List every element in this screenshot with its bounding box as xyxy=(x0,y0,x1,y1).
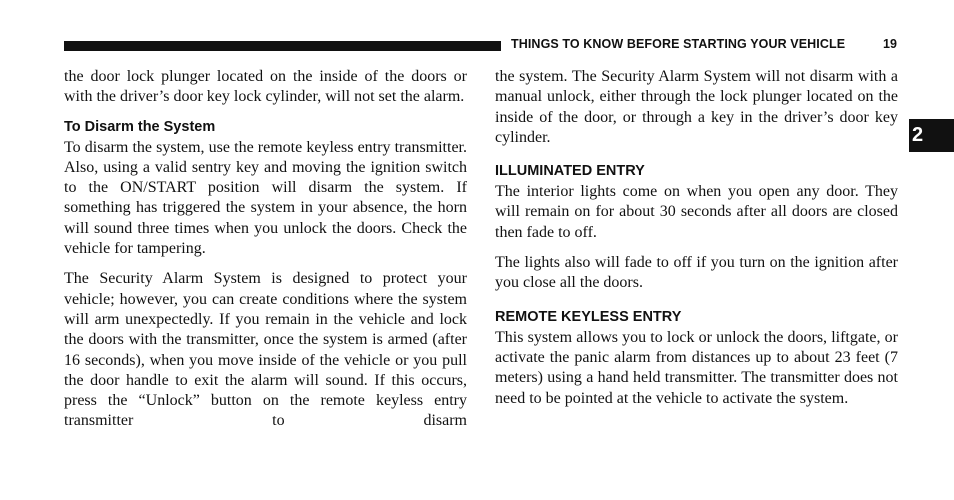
alarm-paragraph: The Security Alarm System is designed to protect your vehicle; however, you can create conditions where the system will arm unexpectedly. If you remain in the vehicle and lock the doors with the transmitter, once the system is armed (after 16 seconds), when you move inside of the vehicle or you pull the door handle to exit the alarm will sound. If this occurs, press the “Unlock” button on the remote keyless entry transmitter to disarm xyxy=(64,270,467,430)
continued-paragraph: the system. The Security Alarm System will not disarm with a manual unlock, either through the lock plunger located on the inside of the door, or through a key in the driver’s door key cylinder. xyxy=(495,68,898,146)
running-header-title: THINGS TO KNOW BEFORE STARTING YOUR VEHICLE xyxy=(511,37,846,51)
intro-paragraph: the door lock plunger located on the inside of the doors or with the driver’s door key lock cylinder, will not set the alarm. xyxy=(64,68,467,106)
header-rule-bar xyxy=(64,41,501,51)
illuminated-paragraph-2: The lights also will fade to off if you turn on the ignition after you close all the doors. xyxy=(495,254,898,292)
keyless-paragraph: This system allows you to lock or unlock the doors, liftgate, or activate the panic alarm from distances up to about 23 feet (7 meters) using a hand held transmitter. The transmitter does not need to be pointed at the vehicle to activate the system. xyxy=(495,328,898,407)
disarm-heading: To Disarm the System xyxy=(64,118,216,135)
page-number: 19 xyxy=(883,37,897,51)
remote-keyless-entry-heading: REMOTE KEYLESS ENTRY xyxy=(495,308,682,325)
left-column xyxy=(64,67,467,432)
illuminated-entry-heading: ILLUMINATED ENTRY xyxy=(495,163,645,180)
disarm-paragraph: To disarm the system, use the remote keyless entry transmitter. Also, using a valid sentry key and moving the ignition switch to the ON/START position will disarm the system. If something has triggered the system in your absence, the horn will sound three times when you unlock the doors. Check the vehicle for tampering. xyxy=(64,138,467,258)
illuminated-paragraph-1: The interior lights come on when you open any door. They will remain on for about 30 seconds after all doors are closed then fade to off. xyxy=(495,183,898,241)
section-tab: 2 xyxy=(909,119,954,152)
right-column xyxy=(495,67,898,409)
